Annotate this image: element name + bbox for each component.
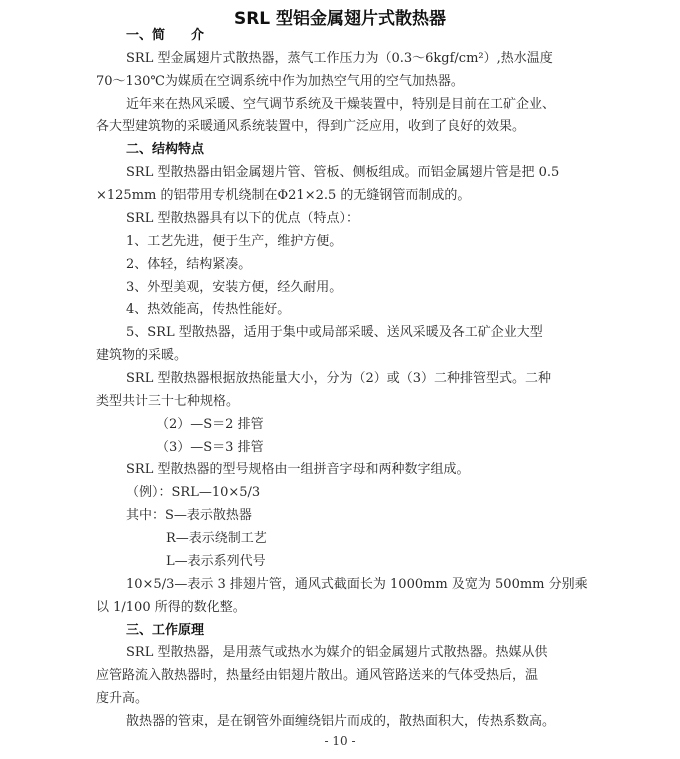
- list-item: 5、SRL 型散热器，适用于集中或局部采暖、送风采暖及各工矿企业大型: [126, 325, 543, 340]
- list-item: 3、外型美观，安装方便，经久耐用。: [126, 280, 343, 295]
- paragraph-line: SRL 型金属翅片式散热器，蒸气工作压力为（0.3～6kgf/cm²）,热水温度: [126, 51, 553, 66]
- list-item: 2、体轻，结构紧凑。: [126, 257, 252, 272]
- paragraph-line: 应管路流入散热器时，热量经由铝翅片散出。通风管路送来的气体受热后，温: [96, 668, 539, 683]
- paragraph-line: 10×5/3—表示 3 排翅片管，通风式截面长为 1000mm 及宽为 500mm 分别乘: [126, 577, 588, 592]
- paragraph-line: SRL 型散热器，是用蒸气或热水为媒介的铝金属翅片式散热器。热媒从供: [126, 645, 548, 660]
- list-item: R—表示绕制工艺: [166, 531, 267, 546]
- paragraph-line: 以 1/100 所得的数化整。: [96, 600, 246, 615]
- paragraph-line: SRL 型散热器根据放热能量大小，分为（2）或（3）二种排管型式。二种: [126, 371, 552, 386]
- section-heading-principle: 三、工作原理: [126, 623, 205, 638]
- document-title: SRL 型铝金属翅片式散热器: [233, 9, 447, 29]
- section-heading-structure: 二、结构特点: [126, 142, 205, 157]
- list-item: （2）—S＝2 排管: [156, 417, 264, 432]
- paragraph-line: 建筑物的采暖。: [96, 348, 188, 363]
- paragraph-line: （例）：SRL—10×5/3: [126, 485, 261, 500]
- paragraph-line: 近年来在热风采暖、空气调节系统及干燥装置中，特别是目前在工矿企业、: [126, 97, 556, 112]
- paragraph-line: 散热器的管束，是在钢管外面缠绕铝片而成的，散热面积大，传热系数高。: [126, 714, 556, 729]
- paragraph-line: 其中：S—表示散热器: [126, 508, 252, 523]
- list-item: 4、热效能高，传热性能好。: [126, 302, 291, 317]
- paragraph-line: SRL 型散热器由铝金属翅片管、管板、侧板组成。而铝金属翅片管是把 0.5: [126, 165, 560, 180]
- paragraph-line: SRL 型散热器的型号规格由一组拼音字母和两种数字组成。: [126, 462, 470, 477]
- list-item: L—表示系列代号: [166, 554, 266, 569]
- paragraph-line: 各大型建筑物的采暖通风系统装置中，得到广泛应用，收到了良好的效果。: [96, 119, 526, 134]
- paragraph-line: 70～130℃为媒质在空调系统中作为加热空气用的空气加热器。: [96, 74, 464, 89]
- paragraph-line: SRL 型散热器具有以下的优点（特点）：: [126, 211, 359, 226]
- page-number: - 10 -: [324, 734, 356, 748]
- paragraph-line: ×125mm 的铝带用专机绕制在Φ21×2.5 的无缝钢管而制成的。: [96, 188, 471, 203]
- section-heading-intro: 一、简 介: [126, 28, 205, 43]
- paragraph-line: 度升高。: [96, 691, 149, 706]
- list-item: 1、工艺先进，便于生产，维护方便。: [126, 234, 343, 249]
- list-item: （3）—S＝3 排管: [156, 440, 264, 455]
- paragraph-line: 类型共计三十七种规格。: [96, 394, 240, 409]
